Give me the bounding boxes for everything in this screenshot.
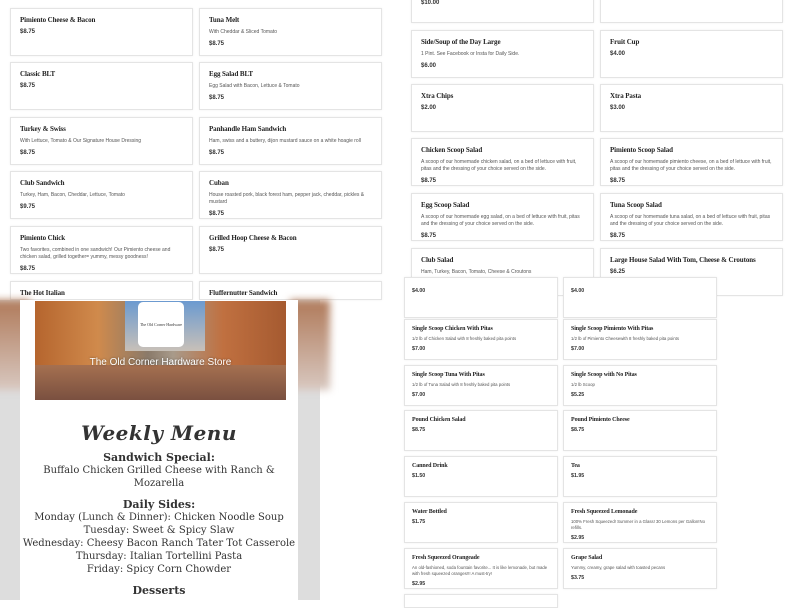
item-name: Turkey & Swiss <box>20 125 66 133</box>
special-heading: Sandwich Special: <box>103 451 215 464</box>
menu-item-card[interactable] <box>600 138 783 186</box>
item-price: $4.00 <box>412 288 426 294</box>
item-description: 1/2 lb of Pimiento Cheesewith 8 freshly baked pita points <box>571 336 679 341</box>
menu-item-card[interactable] <box>600 84 783 132</box>
menu-item-card[interactable] <box>404 502 558 543</box>
item-price: $8.75 <box>421 232 437 239</box>
item-name: Cuban <box>209 179 229 187</box>
menu-item-card[interactable] <box>563 456 717 497</box>
item-name: Egg Salad BLT <box>209 70 253 78</box>
item-name: Grape Salad <box>571 555 603 561</box>
menu-item-card[interactable] <box>10 281 193 300</box>
item-price: $2.95 <box>412 580 426 587</box>
item-name: Classic BLT <box>20 70 56 78</box>
item-name: Panhandle Ham Sandwich <box>209 125 287 133</box>
menu-item-card[interactable] <box>199 226 382 274</box>
menu-item-card[interactable] <box>199 171 382 219</box>
menu-item-card[interactable] <box>600 193 783 241</box>
menu-item-card[interactable] <box>563 365 717 406</box>
item-price: $8.75 <box>209 210 225 217</box>
item-description: 1 Pint. See Facebook or Insta for Daily Side. <box>421 51 520 57</box>
side-item: Thursday: Italian Tortellini Pasta <box>75 551 243 562</box>
menu-panel-scoops-drinks <box>400 288 800 600</box>
item-name: Single Scoop Tuna With Pitas <box>412 372 485 378</box>
item-name: Xtra Pasta <box>610 92 642 100</box>
item-name: The Hot Italian <box>20 289 65 297</box>
side-item: Tuesday: Sweet & Spicy Slaw <box>83 525 235 536</box>
menu-item-card[interactable] <box>199 281 382 300</box>
item-name: Side/Soup of the Day Large <box>421 38 501 46</box>
menu-item-card[interactable] <box>10 226 193 274</box>
item-description: Ham, swiss and a buttery, dijon mustard sauce on a white hoagie roll <box>209 138 361 144</box>
item-price: $7.00 <box>571 345 585 352</box>
item-description: A scoop of our homemade egg salad, on a bed of lettuce with fruit, pitas and the dressing of your choice served on the side. <box>421 214 580 227</box>
item-name: Fluffernutter Sandwich <box>209 289 278 297</box>
item-name: Pound Pimiento Cheese <box>571 417 630 423</box>
menu-item-card[interactable] <box>563 548 717 589</box>
item-name: Fresh Squeezed Lemonade <box>571 509 638 515</box>
weekly-menu-newsletter <box>0 300 320 600</box>
logo-text: The Old Corner Hardware <box>139 322 183 327</box>
item-description: Yummy, creamy, grape salad with toasted pecans <box>571 565 666 570</box>
item-price: $9.75 <box>20 203 36 210</box>
desserts-heading: Desserts <box>132 584 186 597</box>
item-price: $4.00 <box>610 51 626 57</box>
item-name: Pound Chicken Salad <box>412 417 466 423</box>
item-name: Water Bottled <box>412 509 447 515</box>
item-price: $6.25 <box>610 269 626 275</box>
side-item: Wednesday: Cheesy Bacon Ranch Tater Tot Casserole <box>22 538 296 549</box>
item-name: Single Scoop Chicken With Pitas <box>412 326 493 332</box>
menu-item-card[interactable] <box>404 277 558 318</box>
store-name: The Old Corner Hardware Store <box>89 357 232 368</box>
weekly-menu-title: Weekly Menu <box>81 421 237 445</box>
menu-item-card[interactable] <box>411 138 594 186</box>
menu-item-card[interactable] <box>563 277 717 318</box>
menu-item-card[interactable] <box>563 319 717 360</box>
menu-item-card[interactable] <box>563 502 717 543</box>
item-price: $8.75 <box>412 427 426 433</box>
item-description: 1/2 lb Scoop <box>571 382 595 387</box>
item-description: A scoop of our homemade tuna salad, on a bed of lettuce with fruit, pitas and the dressing of your choice served on the side. <box>610 214 771 227</box>
menu-item-card[interactable] <box>563 410 717 451</box>
item-name: Pimiento Cheese & Bacon <box>20 16 96 24</box>
item-description: Two favorites, combined in one sandwich! Our Pimiento cheese and chicken salad, grilled together= yummy, messy goodness! <box>20 247 171 260</box>
item-description: An old-fashioned, soda fountain favorite... It is like lemonade, but made with fresh squeezed oranges!!! A must-try! <box>412 565 548 576</box>
item-price: $8.75 <box>610 177 626 184</box>
item-price: $7.00 <box>412 391 426 398</box>
item-description: 1/2 lb of Chicken Salad with 8 freshly baked pita points <box>412 336 517 341</box>
menu-item-card[interactable] <box>600 30 783 78</box>
item-price: $2.00 <box>421 105 437 111</box>
item-price: $4.00 <box>571 288 585 294</box>
menu-item-card[interactable] <box>404 548 558 589</box>
side-item: Friday: Spicy Corn Chowder <box>86 564 232 575</box>
item-price: $8.75 <box>209 40 225 47</box>
item-description: A scoop of our homemade pimiento cheese, on a bed of lettuce with fruit, pitas and the dressing of your choice served on the side. <box>610 159 772 172</box>
item-price: $8.75 <box>421 177 437 184</box>
item-name: Grilled Hoop Cheese & Bacon <box>209 234 297 242</box>
item-price: $5.25 <box>571 391 585 398</box>
item-description: 100% Fresh Squeezed! Summer in a Glass! 30 Lemons per Gallon!No refills. <box>571 519 705 530</box>
item-description: Egg Salad with Bacon, Lettuce & Tomato <box>209 83 300 89</box>
menu-item-card[interactable] <box>10 171 193 219</box>
item-price: $8.75 <box>20 149 36 156</box>
item-name: Large House Salad With Tom, Cheese & Croutons <box>610 256 756 264</box>
item-description: With Cheddar & Sliced Tomato <box>209 29 277 35</box>
store-logo <box>138 302 184 347</box>
item-price: $1.50 <box>412 473 426 479</box>
item-name: Tea <box>571 463 580 469</box>
item-price: $8.75 <box>571 427 585 433</box>
menu-item-card[interactable] <box>411 193 594 241</box>
menu-item-card[interactable] <box>404 456 558 497</box>
item-price: $2.95 <box>571 534 585 541</box>
item-price: $7.00 <box>412 345 426 352</box>
item-name: Pimiento Chick <box>20 234 66 242</box>
menu-item-card[interactable] <box>411 84 594 132</box>
item-price: $8.75 <box>209 149 225 156</box>
menu-item-card[interactable] <box>10 62 193 110</box>
item-price: $3.75 <box>571 574 585 581</box>
item-price: $8.75 <box>20 29 36 35</box>
menu-item-card[interactable] <box>404 410 558 451</box>
item-name: Fruit Cup <box>610 38 640 46</box>
item-description: With Lettuce, Tomato & Our Signature House Dressing <box>20 138 142 144</box>
item-price: $6.00 <box>421 62 437 69</box>
menu-item-card[interactable] <box>600 0 783 23</box>
menu-item-card[interactable] <box>411 30 594 78</box>
menu-item-card[interactable] <box>199 62 382 110</box>
item-price: $1.75 <box>412 519 426 525</box>
item-price: $8.75 <box>20 83 36 89</box>
item-description: A scoop of our homemade chicken salad, on a bed of lettuce with fruit, pitas and the dressing of your choice served on the side. <box>421 159 577 172</box>
item-description: 1/2 lb of Tuna Salad with 8 freshly baked pita points <box>412 382 511 387</box>
item-description: Ham, Turkey, Bacon, Tomato, Cheese & Croutons <box>421 269 532 275</box>
item-name: Single Scoop with No Pitas <box>571 372 637 378</box>
newsletter-page <box>20 300 298 600</box>
item-name: Single Scoop Pimiento With Pitas <box>571 326 654 332</box>
menu-item-card[interactable] <box>199 8 382 56</box>
item-name: Tuna Melt <box>209 16 240 24</box>
item-price: $8.75 <box>209 94 225 101</box>
menu-panel-sides-salads <box>400 0 800 297</box>
item-price: $10.00 <box>421 0 440 6</box>
menu-item-card[interactable] <box>199 117 382 165</box>
side-item: Monday (Lunch & Dinner): Chicken Noodle Soup <box>34 512 284 523</box>
item-name: Canned Drink <box>412 463 448 469</box>
item-price: $1.95 <box>571 473 585 479</box>
item-name: Chicken Scoop Salad <box>421 146 483 154</box>
item-description: Turkey, Ham, Bacon, Cheddar, Lettuce, Tomato <box>20 192 125 198</box>
menu-item-card[interactable] <box>404 319 558 360</box>
item-name: Xtra Chips <box>421 92 454 100</box>
item-name: Egg Scoop Salad <box>421 201 470 209</box>
item-price: $8.75 <box>610 232 626 239</box>
item-price: $8.75 <box>20 265 36 272</box>
item-name: Club Salad <box>421 256 454 264</box>
item-name: Tuna Scoop Salad <box>610 201 662 209</box>
special-text: Buffalo Chicken Grilled Cheese with Ranch & Mozarella <box>43 465 275 489</box>
item-price: $8.75 <box>209 247 225 253</box>
menu-item-card[interactable] <box>411 0 594 23</box>
store-hero-image <box>35 301 286 400</box>
menu-item-card[interactable] <box>10 8 193 56</box>
item-name: Club Sandwich <box>20 179 65 187</box>
menu-item-card[interactable] <box>10 117 193 165</box>
item-name: Fresh Squeezed Orangeade <box>412 555 480 561</box>
sides-heading: Daily Sides: <box>122 498 196 511</box>
item-price: $3.00 <box>610 105 626 111</box>
menu-item-card[interactable] <box>404 365 558 406</box>
item-description: House roasted pork, black forest ham, pepper jack, cheddar, pickles & mustard <box>209 192 365 205</box>
menu-item-card[interactable] <box>404 594 558 608</box>
item-name: Pimiento Scoop Salad <box>610 146 673 154</box>
menu-panel-sandwiches <box>0 0 400 300</box>
